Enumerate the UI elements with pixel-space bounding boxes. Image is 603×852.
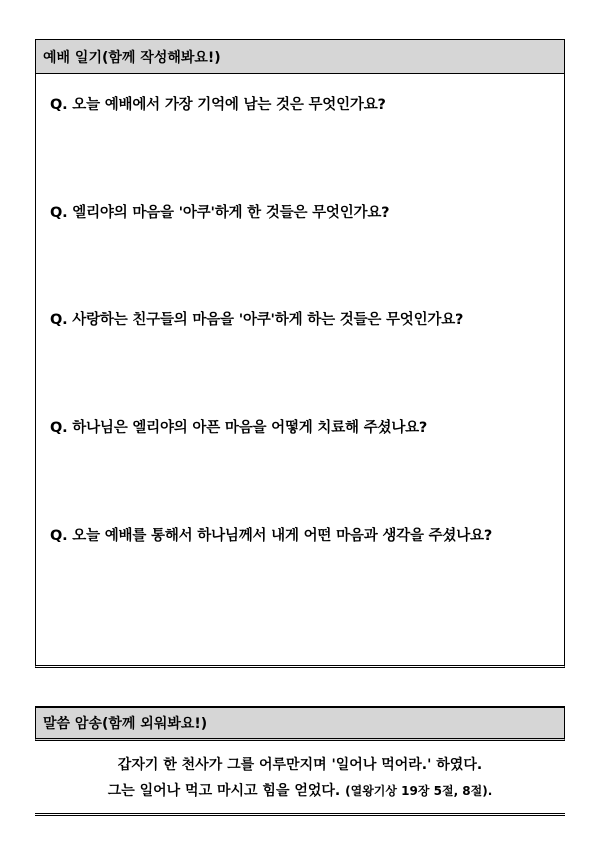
worship-diary-title: 예배 일기(함께 작성해봐요!)	[36, 40, 564, 74]
verse-reference: (열왕기상 19장 5절, 8절).	[345, 784, 493, 798]
memory-verse-box	[35, 706, 565, 816]
diary-question-5: Q. 오늘 예배를 통해서 하나님께서 내게 어떤 마음과 생각을 주셨나요?	[50, 528, 493, 544]
memory-verse-title: 말씀 암송(함께 외워봐요!)	[35, 707, 565, 741]
diary-question-4: Q. 하나님은 엘리야의 아픈 마음을 어떻게 치료해 주셨나요?	[50, 420, 428, 436]
diary-question-1: Q. 오늘 예배에서 가장 기억에 남는 것은 무엇인가요?	[50, 97, 386, 113]
memory-verse-text	[35, 752, 565, 804]
verse-line-2-text: 그는 일어나 먹고 마시고 힘을 얻었다.	[107, 783, 341, 799]
worship-diary-box	[35, 39, 565, 668]
verse-line-1: 갑자기 한 천사가 그를 어루만지며 '일어나 먹어라.' 하였다.	[117, 757, 483, 773]
diary-question-3: Q. 사랑하는 친구들의 마음을 '아쿠'하게 하는 것들은 무엇인가요?	[50, 312, 464, 328]
diary-question-2: Q. 엘리야의 마음을 '아쿠'하게 한 것들은 무엇인가요?	[50, 205, 390, 221]
verse-line-2	[35, 778, 565, 804]
